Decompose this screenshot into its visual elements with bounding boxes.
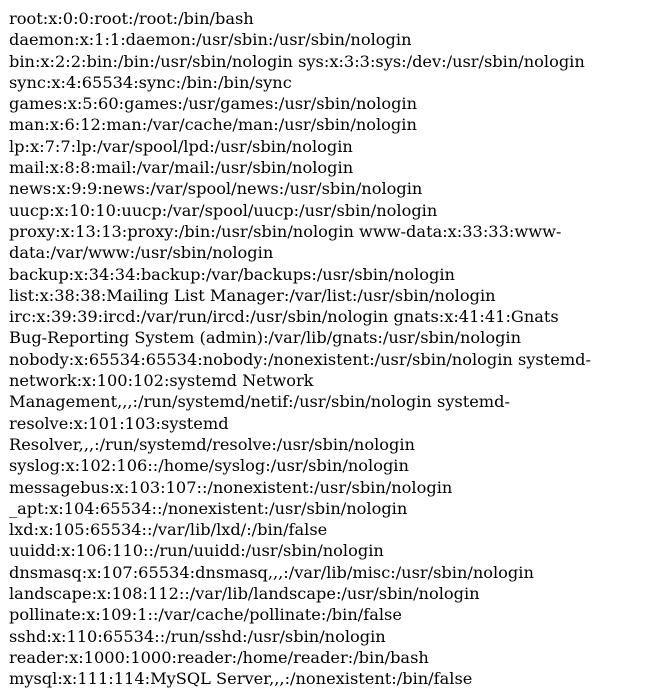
text-line: mail:x:8:8:mail:/var/mail:/usr/sbin/nologin: [9, 158, 354, 178]
text-line: man:x:6:12:man:/var/cache/man:/usr/sbin/nologin: [9, 115, 417, 135]
text-line: data:/var/www:/usr/sbin/nologin: [9, 243, 274, 263]
text-line: syslog:x:102:106::/home/syslog:/usr/sbin/nologin: [9, 456, 409, 476]
text-line: resolve:x:101:103:systemd: [9, 413, 229, 433]
text-line: list:x:38:38:Mailing List Manager:/var/list:/usr/sbin/nologin: [9, 285, 496, 305]
text-line: root:x:0:0:root:/root:/bin/bash: [9, 9, 254, 28]
text-line: dnsmasq:x:107:65534:dnsmasq,,,:/var/lib/misc:/usr/sbin/nologin: [9, 562, 534, 582]
text-line: network:x:100:102:systemd Network: [9, 371, 314, 391]
text-line: _apt:x:104:65534::/nonexistent:/usr/sbin/nologin: [9, 498, 408, 518]
text-line: bin:x:2:2:bin:/bin:/usr/sbin/nologin sys:x:3:3:sys:/dev:/usr/sbin/nologin: [9, 51, 585, 71]
text-line: nobody:x:65534:65534:nobody:/nonexistent:/usr/sbin/nologin systemd-: [9, 349, 592, 369]
text-line: news:x:9:9:news:/var/spool/news:/usr/sbin/nologin: [9, 179, 423, 199]
text-line: uuidd:x:106:110::/run/uuidd:/usr/sbin/nologin: [9, 541, 384, 561]
text-line: sshd:x:110:65534::/run/sshd:/usr/sbin/nologin: [9, 626, 386, 646]
text-line: irc:x:39:39:ircd:/var/run/ircd:/usr/sbin/nologin gnats:x:41:41:Gnats: [9, 307, 559, 327]
text-line: mysql:x:111:114:MySQL Server,,,:/nonexistent:/bin/false: [9, 669, 473, 689]
text-line: landscape:x:108:112::/var/lib/landscape:/usr/sbin/nologin: [9, 584, 480, 604]
text-line: proxy:x:13:13:proxy:/bin:/usr/sbin/nologin www-data:x:33:33:www-: [9, 221, 562, 241]
text-line: games:x:5:60:games:/usr/games:/usr/sbin/nologin: [9, 94, 418, 114]
text-line: lp:x:7:7:lp:/var/spool/lpd:/usr/sbin/nologin: [9, 136, 353, 156]
text-line: Resolver,,,:/run/systemd/resolve:/usr/sbin/nologin: [9, 434, 415, 454]
text-line: messagebus:x:103:107::/nonexistent:/usr/sbin/nologin: [9, 477, 453, 497]
text-line: Bug-Reporting System (admin):/var/lib/gnats:/usr/sbin/nologin: [9, 328, 522, 348]
text-line: daemon:x:1:1:daemon:/usr/sbin:/usr/sbin/nologin: [9, 30, 412, 50]
text-line: uucp:x:10:10:uucp:/var/spool/uucp:/usr/sbin/nologin: [9, 200, 438, 220]
text-line: pollinate:x:109:1::/var/cache/pollinate:/bin/false: [9, 605, 402, 625]
text-line: reader:x:1000:1000:reader:/home/reader:/bin/bash: [9, 647, 429, 667]
text-line: sync:x:4:65534:sync:/bin:/bin/sync: [9, 72, 292, 92]
text-line: lxd:x:105:65534::/var/lib/lxd/:/bin/false: [9, 520, 328, 540]
text-line: Management,,,:/run/systemd/netif:/usr/sbin/nologin systemd-: [9, 392, 510, 412]
text-line: backup:x:34:34:backup:/var/backups:/usr/sbin/nologin: [9, 264, 455, 284]
